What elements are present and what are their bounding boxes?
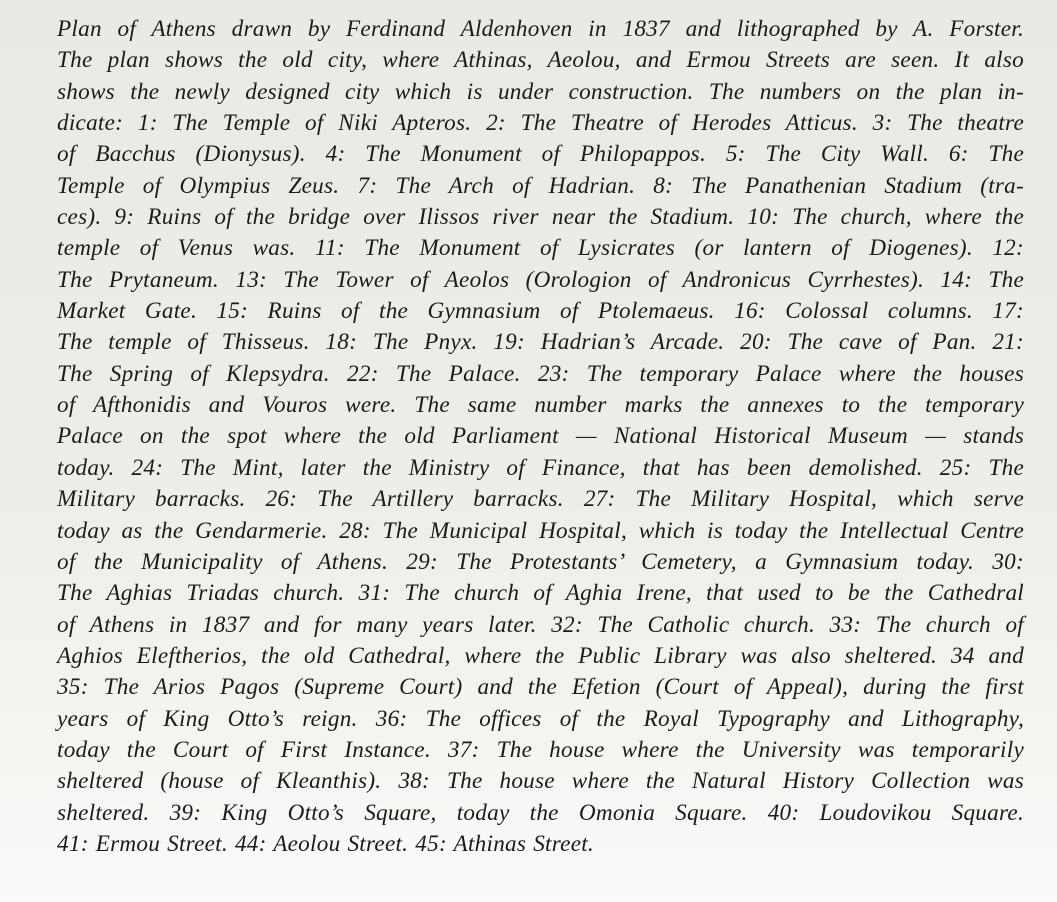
- caption-line: years of King Otto’s reign. 36: The offices of the Royal Typography and Lithography,: [57, 705, 1024, 732]
- caption-line: shows the newly designed city which is under construction. The numbers on the plan in-: [57, 78, 1024, 105]
- caption-line: today the Court of First Instance. 37: The house where the University was temporarily: [57, 736, 1024, 763]
- caption-line: The Aghias Triadas church. 31: The church of Aghia Irene, that used to be the Cathedral: [57, 580, 1024, 607]
- caption-line: of Afthonidis and Vouros were. The same number marks the annexes to the temporary: [57, 392, 1024, 419]
- caption-line: today as the Gendarmerie. 28: The Municipal Hospital, which is today the Intellectual Centre: [57, 517, 1024, 544]
- caption-line: of the Municipality of Athens. 29: The Protestants’ Cemetery, a Gymnasium today. 30:: [57, 548, 1024, 575]
- caption-line: sheltered (house of Kleanthis). 38: The house where the Natural History Collection was: [57, 768, 1024, 795]
- caption-line: The temple of Thisseus. 18: The Pnyx. 19: Hadrian’s Arcade. 20: The cave of Pan. 21:: [57, 329, 1024, 356]
- caption-line: 35: The Arios Pagos (Supreme Court) and the Efetion (Court of Appeal), during the first: [57, 674, 1024, 701]
- caption-line: today. 24: The Mint, later the Ministry of Finance, that has been demolished. 25: The: [57, 454, 1024, 481]
- caption-line: The Prytaneum. 13: The Tower of Aeolos (Orologion of Andronicus Cyrrhestes). 14: The: [57, 266, 1024, 293]
- caption-line: Temple of Olympius Zeus. 7: The Arch of Hadrian. 8: The Panathenian Stadium (tra-: [57, 172, 1024, 199]
- map-legend-caption: [57, 14, 1024, 860]
- caption-line: dicate: 1: The Temple of Niki Apteros. 2: The Theatre of Herodes Atticus. 3: The theatre: [57, 110, 1024, 137]
- caption-line: Military barracks. 26: The Artillery barracks. 27: The Military Hospital, which serve: [57, 486, 1024, 513]
- caption-line: ces). 9: Ruins of the bridge over Ilissos river near the Stadium. 10: The church, where the: [57, 204, 1024, 231]
- caption-line: Plan of Athens drawn by Ferdinand Aldenhoven in 1837 and lithographed by A. Forster.: [57, 16, 1024, 42]
- caption-line: The plan shows the old city, where Athinas, Aeolou, and Ermou Streets are seen. It also: [57, 47, 1024, 74]
- caption-line: Aghios Eleftherios, the old Cathedral, where the Public Library was also sheltered. 34 and: [57, 642, 1024, 669]
- caption-line: of Athens in 1837 and for many years later. 32: The Catholic church. 33: The church of: [57, 611, 1024, 638]
- caption-line: Palace on the spot where the old Parliament — National Historical Museum — stands: [57, 423, 1024, 450]
- caption-line: Market Gate. 15: Ruins of the Gymnasium of Ptolemaeus. 16: Colossal columns. 17:: [57, 298, 1024, 325]
- caption-line: sheltered. 39: King Otto’s Square, today the Omonia Square. 40: Loudovikou Square.: [57, 799, 1024, 826]
- caption-line: of Bacchus (Dionysus). 4: The Monument of Philopappos. 5: The City Wall. 6: The: [57, 141, 1024, 168]
- caption-line-last: 41: Ermou Street. 44: Aeolou Street. 45: Athinas Street.: [57, 830, 594, 857]
- caption-line: temple of Venus was. 11: The Monument of Lysicrates (or lantern of Diogenes). 12:: [57, 235, 1024, 262]
- caption-line: The Spring of Klepsydra. 22: The Palace. 23: The temporary Palace where the houses: [57, 360, 1024, 387]
